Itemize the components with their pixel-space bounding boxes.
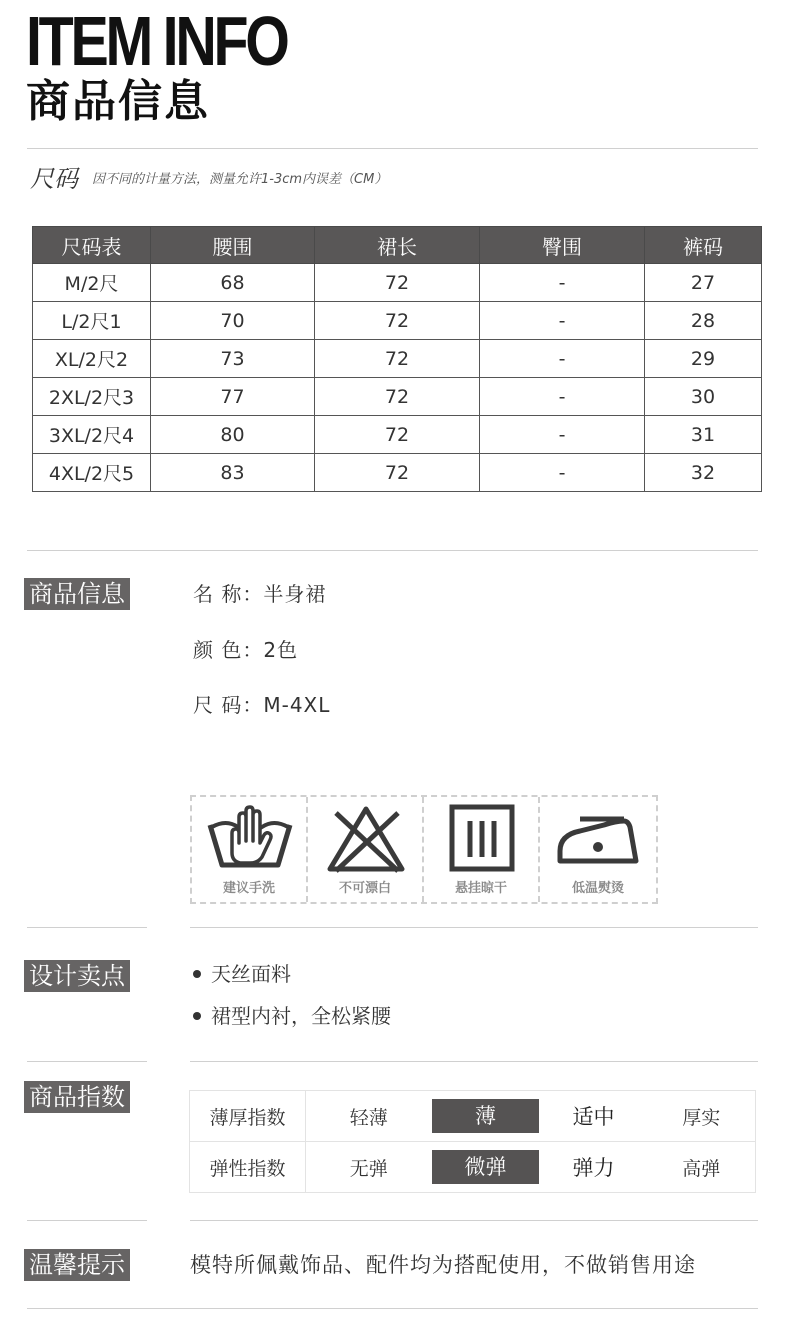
feature-item (193, 1002, 391, 1030)
table-cell: 72 (315, 416, 480, 454)
table-row (33, 454, 762, 492)
table-cell: 72 (315, 340, 480, 378)
table-cell: 29 (645, 340, 762, 378)
table-cell: 73 (151, 340, 315, 378)
table-cell: 30 (645, 378, 762, 416)
column-header: 臀围 (480, 227, 645, 264)
table-cell: 72 (315, 378, 480, 416)
table-cell: - (480, 264, 645, 302)
table-cell: XL/2尺2 (33, 340, 151, 378)
column-header: 裤码 (645, 227, 762, 264)
table-cell: 80 (151, 416, 315, 454)
size-table (32, 226, 762, 492)
divider (27, 148, 758, 149)
care-label: 不可漂白 (338, 881, 391, 896)
index-option: 轻薄 (306, 1091, 432, 1142)
table-cell: 4XL/2尺5 (33, 454, 151, 492)
divider (27, 927, 147, 928)
index-option: 厚实 (648, 1091, 756, 1142)
index-row-thickness (190, 1091, 756, 1142)
table-cell: - (480, 378, 645, 416)
table-row (33, 264, 762, 302)
index-option-selected (432, 1091, 540, 1142)
care-instructions (190, 795, 658, 904)
section-label-index: 商品指数 (24, 1081, 130, 1113)
page-title-cn: 商品信息 (26, 76, 210, 127)
low-iron-icon (554, 803, 642, 873)
product-size-range: 尺 码：M-4XL (193, 693, 331, 717)
section-label-design: 设计卖点 (24, 960, 130, 992)
hang-dry-icon (438, 803, 526, 873)
table-cell: - (480, 454, 645, 492)
table-cell: 77 (151, 378, 315, 416)
feature-text: 天丝面料 (211, 962, 291, 986)
divider (190, 1061, 758, 1062)
column-header: 尺码表 (33, 227, 151, 264)
divider (190, 927, 758, 928)
table-cell: 27 (645, 264, 762, 302)
index-option-selected (432, 1142, 540, 1193)
table-cell: - (480, 416, 645, 454)
table-cell: 31 (645, 416, 762, 454)
table-cell: 2XL/2尺3 (33, 378, 151, 416)
index-option: 高弹 (648, 1142, 756, 1193)
table-row (33, 302, 762, 340)
size-table-header (33, 227, 762, 264)
bullet-icon (193, 970, 201, 978)
index-option: 适中 (540, 1091, 648, 1142)
care-item (540, 797, 656, 902)
divider (190, 1220, 758, 1221)
product-name: 名 称：半身裙 (193, 582, 327, 606)
index-option: 无弹 (306, 1142, 432, 1193)
table-cell: 72 (315, 302, 480, 340)
column-header: 腰围 (151, 227, 315, 264)
product-color: 颜 色：2色 (193, 638, 299, 662)
section-label-product-info: 商品信息 (24, 578, 130, 610)
table-row (33, 378, 762, 416)
divider (27, 550, 758, 551)
table-cell: 70 (151, 302, 315, 340)
care-label: 低温熨烫 (571, 881, 624, 896)
care-item (424, 797, 540, 902)
index-name: 薄厚指数 (190, 1091, 306, 1142)
table-cell: 72 (315, 264, 480, 302)
highlight-badge: 微弹 (432, 1150, 539, 1184)
feature-item (193, 960, 291, 988)
care-label: 建议手洗 (222, 881, 275, 896)
table-cell: 28 (645, 302, 762, 340)
table-cell: 3XL/2尺4 (33, 416, 151, 454)
table-cell: - (480, 340, 645, 378)
index-name: 弹性指数 (190, 1142, 306, 1193)
table-row (33, 340, 762, 378)
index-table (189, 1090, 756, 1193)
divider (27, 1220, 147, 1221)
highlight-badge: 薄 (432, 1099, 539, 1133)
care-item (308, 797, 424, 902)
table-row (33, 416, 762, 454)
tip-text: 模特所佩戴饰品、配件均为搭配使用，不做销售用途 (190, 1253, 696, 1277)
column-header: 裙长 (315, 227, 480, 264)
care-label: 悬挂晾干 (454, 881, 507, 896)
table-cell: - (480, 302, 645, 340)
divider (27, 1061, 147, 1062)
size-note: 因不同的计量方法，测量允许1-3cm内误差（CM） (92, 172, 388, 187)
bullet-icon (193, 1012, 201, 1020)
page-title-en: ITEM INFO (26, 2, 287, 80)
no-bleach-icon (322, 803, 410, 873)
hand-wash-icon (206, 803, 294, 873)
care-item (192, 797, 308, 902)
feature-text: 裙型内衬，全松紧腰 (211, 1004, 391, 1028)
index-option: 弹力 (540, 1142, 648, 1193)
section-label-tips: 温馨提示 (24, 1249, 130, 1281)
table-cell: 68 (151, 264, 315, 302)
table-cell: 72 (315, 454, 480, 492)
index-row-elasticity (190, 1142, 756, 1193)
size-heading: 尺码 (30, 165, 78, 193)
divider (27, 1308, 758, 1309)
table-cell: 83 (151, 454, 315, 492)
table-cell: M/2尺 (33, 264, 151, 302)
table-cell: L/2尺1 (33, 302, 151, 340)
table-cell: 32 (645, 454, 762, 492)
